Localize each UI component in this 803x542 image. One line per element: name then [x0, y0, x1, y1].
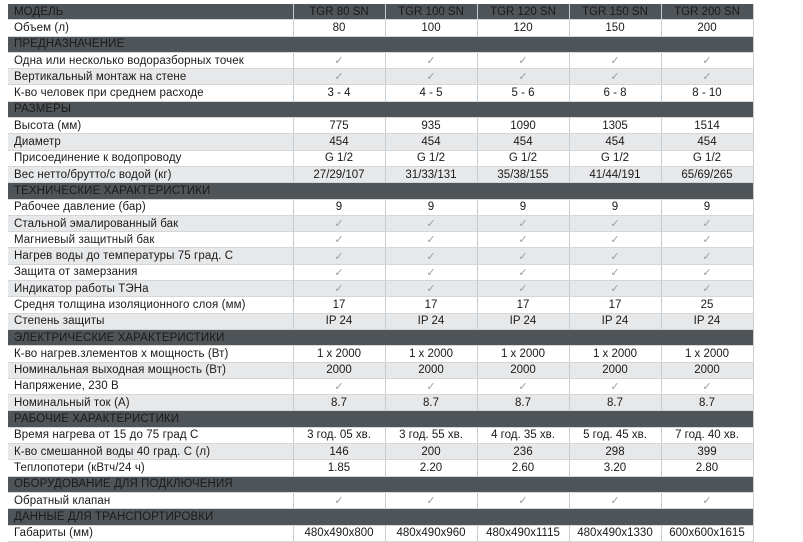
table-cell: 25 — [661, 297, 753, 313]
check-icon: ✓ — [569, 264, 661, 280]
table-cell: 480x490x1115 — [477, 525, 569, 541]
check-icon: ✓ — [385, 232, 477, 248]
table-row — [8, 166, 753, 182]
table-cell: 7 год. 40 хв. — [661, 427, 753, 443]
table-cell: 80 — [293, 20, 385, 36]
table-cell: 35/38/155 — [477, 166, 569, 182]
row-label: К-во нагрев.злементов х мощность (Вт) — [8, 346, 293, 362]
table-cell: 5 год. 45 хв. — [569, 427, 661, 443]
table-cell: 454 — [293, 134, 385, 150]
check-icon: ✓ — [385, 215, 477, 231]
table-cell: 1.85 — [293, 460, 385, 476]
row-label: Высота (мм) — [8, 118, 293, 134]
table-row — [8, 215, 753, 231]
table-row — [8, 427, 753, 443]
section-header — [8, 509, 753, 525]
table-cell: 2000 — [477, 362, 569, 378]
table-cell: 775 — [293, 118, 385, 134]
check-icon: ✓ — [293, 52, 385, 68]
row-label: Индикатор работы ТЭНа — [8, 281, 293, 297]
table-row — [8, 20, 753, 36]
check-icon: ✓ — [569, 378, 661, 394]
table-cell: G 1/2 — [385, 150, 477, 166]
table-cell: 17 — [477, 297, 569, 313]
check-icon: ✓ — [385, 492, 477, 508]
check-icon: ✓ — [569, 69, 661, 85]
table-cell: G 1/2 — [661, 150, 753, 166]
check-icon: ✓ — [293, 69, 385, 85]
table-cell: 146 — [293, 444, 385, 460]
check-icon: ✓ — [569, 215, 661, 231]
table-row — [8, 248, 753, 264]
table-cell: 6 - 8 — [569, 85, 661, 101]
section-header — [8, 36, 753, 52]
check-icon: ✓ — [477, 52, 569, 68]
table-cell: 9 — [569, 199, 661, 215]
table-cell: 1 x 2000 — [661, 346, 753, 362]
table-cell: 2000 — [569, 362, 661, 378]
table-cell: 200 — [661, 20, 753, 36]
check-icon: ✓ — [385, 264, 477, 280]
table-cell: 5 - 6 — [477, 85, 569, 101]
check-icon: ✓ — [293, 232, 385, 248]
section-title: ПРЕДНАЗНАЧЕНИЕ — [8, 36, 753, 52]
table-row — [8, 362, 753, 378]
table-cell: 27/29/107 — [293, 166, 385, 182]
table-row — [8, 69, 753, 85]
table-row — [8, 264, 753, 280]
table-cell: 2000 — [661, 362, 753, 378]
table-cell: 1514 — [661, 118, 753, 134]
table-cell: 2.20 — [385, 460, 477, 476]
check-icon: ✓ — [293, 264, 385, 280]
table-row — [8, 395, 753, 411]
model-name: TGR 150 SN — [569, 4, 661, 20]
check-icon: ✓ — [385, 52, 477, 68]
section-title: ДАННЫЕ ДЛЯ ТРАНСПОРТИРОВКИ — [8, 509, 753, 525]
table-cell: 298 — [569, 444, 661, 460]
section-header — [8, 183, 753, 199]
check-icon: ✓ — [661, 264, 753, 280]
table-cell: 454 — [477, 134, 569, 150]
check-icon: ✓ — [477, 215, 569, 231]
table-row — [8, 199, 753, 215]
table-row — [8, 492, 753, 508]
check-icon: ✓ — [385, 69, 477, 85]
table-cell: 1 x 2000 — [293, 346, 385, 362]
table-row — [8, 460, 753, 476]
table-cell: G 1/2 — [293, 150, 385, 166]
header-label: МОДЕЛЬ — [8, 4, 293, 20]
check-icon: ✓ — [569, 248, 661, 264]
table-cell: 2000 — [385, 362, 477, 378]
table-cell: 200 — [385, 444, 477, 460]
check-icon: ✓ — [661, 215, 753, 231]
check-icon: ✓ — [569, 52, 661, 68]
table-row — [8, 525, 753, 541]
row-label: Напряжение, 230 В — [8, 378, 293, 394]
table-cell: 1 x 2000 — [477, 346, 569, 362]
table-row — [8, 378, 753, 394]
table-row — [8, 444, 753, 460]
table-row — [8, 313, 753, 329]
check-icon: ✓ — [661, 378, 753, 394]
table-row — [8, 281, 753, 297]
header-row — [8, 4, 753, 20]
section-title: ТЕХНИЧЕСКИЕ ХАРАКТЕРИСТИКИ — [8, 183, 753, 199]
check-icon: ✓ — [569, 492, 661, 508]
spec-body — [8, 20, 753, 542]
row-label: Присоединение к водопроводу — [8, 150, 293, 166]
row-label: К-во человек при среднем расходе — [8, 85, 293, 101]
table-cell: 2.80 — [661, 460, 753, 476]
table-cell: 9 — [293, 199, 385, 215]
row-label: Нагрев воды до температуры 75 град. С — [8, 248, 293, 264]
table-cell: 3 - 4 — [293, 85, 385, 101]
section-header — [8, 476, 753, 492]
row-label: Габариты (мм) — [8, 525, 293, 541]
row-label: Вес нетто/брутто/с водой (кг) — [8, 166, 293, 182]
table-cell: 65/69/265 — [661, 166, 753, 182]
table-cell: 8.7 — [661, 395, 753, 411]
check-icon: ✓ — [293, 281, 385, 297]
table-cell: 9 — [385, 199, 477, 215]
table-cell: 3 год. 55 хв. — [385, 427, 477, 443]
row-label: Степень защиты — [8, 313, 293, 329]
table-cell: 1 x 2000 — [569, 346, 661, 362]
table-cell: 4 год. 35 хв. — [477, 427, 569, 443]
check-icon: ✓ — [661, 52, 753, 68]
table-cell: 600x600x1615 — [661, 525, 753, 541]
row-label: Время нагрева от 15 до 75 град С — [8, 427, 293, 443]
table-cell: 120 — [477, 20, 569, 36]
table-row — [8, 232, 753, 248]
check-icon: ✓ — [293, 492, 385, 508]
check-icon: ✓ — [293, 378, 385, 394]
check-icon: ✓ — [385, 248, 477, 264]
table-cell: 31/33/131 — [385, 166, 477, 182]
check-icon: ✓ — [293, 215, 385, 231]
row-label: Защита от замерзания — [8, 264, 293, 280]
model-name: TGR 80 SN — [293, 4, 385, 20]
check-icon: ✓ — [661, 281, 753, 297]
row-label: Диаметр — [8, 134, 293, 150]
check-icon: ✓ — [385, 281, 477, 297]
section-header — [8, 329, 753, 345]
row-label: Средня толщина изоляционного слоя (мм) — [8, 297, 293, 313]
row-label: Стальной эмалированный бак — [8, 215, 293, 231]
row-label: Номинальная выходная мощность (Вт) — [8, 362, 293, 378]
section-header — [8, 411, 753, 427]
table-cell: 480x490x960 — [385, 525, 477, 541]
table-cell: 8 - 10 — [661, 85, 753, 101]
section-title: ЭЛЕКТРИЧЕСКИЕ ХАРАКТЕРИСТИКИ — [8, 329, 753, 345]
check-icon: ✓ — [661, 69, 753, 85]
model-name: TGR 100 SN — [385, 4, 477, 20]
check-icon: ✓ — [477, 232, 569, 248]
table-cell: 454 — [661, 134, 753, 150]
table-cell: 150 — [569, 20, 661, 36]
check-icon: ✓ — [477, 264, 569, 280]
check-icon: ✓ — [477, 69, 569, 85]
check-icon: ✓ — [477, 248, 569, 264]
table-cell: 1 x 2000 — [385, 346, 477, 362]
table-cell: IP 24 — [477, 313, 569, 329]
check-icon: ✓ — [661, 492, 753, 508]
table-row — [8, 118, 753, 134]
table-cell: 236 — [477, 444, 569, 460]
table-cell: IP 24 — [661, 313, 753, 329]
table-cell: 2000 — [293, 362, 385, 378]
section-header — [8, 101, 753, 117]
table-cell: 41/44/191 — [569, 166, 661, 182]
table-cell: 17 — [569, 297, 661, 313]
table-cell: 935 — [385, 118, 477, 134]
table-cell: 8.7 — [293, 395, 385, 411]
table-cell: 1305 — [569, 118, 661, 134]
table-cell: 9 — [661, 199, 753, 215]
table-cell: 4 - 5 — [385, 85, 477, 101]
model-name: TGR 120 SN — [477, 4, 569, 20]
check-icon: ✓ — [293, 248, 385, 264]
spec-table — [8, 4, 754, 542]
check-icon: ✓ — [661, 232, 753, 248]
row-label: Одна или несколько водоразборных точек — [8, 52, 293, 68]
table-cell: IP 24 — [293, 313, 385, 329]
row-label: Обратный клапан — [8, 492, 293, 508]
table-cell: 9 — [477, 199, 569, 215]
table-cell: 3 год. 05 хв. — [293, 427, 385, 443]
table-cell: 17 — [385, 297, 477, 313]
check-icon: ✓ — [385, 378, 477, 394]
row-label: Объем (л) — [8, 20, 293, 36]
check-icon: ✓ — [569, 281, 661, 297]
table-cell: 480x490x1330 — [569, 525, 661, 541]
table-cell: G 1/2 — [569, 150, 661, 166]
section-title: ОБОРУДОВАНИЕ ДЛЯ ПОДКЛЮЧЕНИЯ — [8, 476, 753, 492]
check-icon: ✓ — [477, 281, 569, 297]
row-label: Рабочее давление (бар) — [8, 199, 293, 215]
check-icon: ✓ — [569, 232, 661, 248]
table-cell: 480x490x800 — [293, 525, 385, 541]
section-title: РАБОЧИЕ ХАРАКТЕРИСТИКИ — [8, 411, 753, 427]
row-label: Вертикальный монтаж на стене — [8, 69, 293, 85]
row-label: Магниевый защитный бак — [8, 232, 293, 248]
table-cell: 2.60 — [477, 460, 569, 476]
table-cell: G 1/2 — [477, 150, 569, 166]
section-title: РАЗМЕРЫ — [8, 101, 753, 117]
table-row — [8, 85, 753, 101]
table-cell: IP 24 — [385, 313, 477, 329]
row-label: Номинальный ток (А) — [8, 395, 293, 411]
table-row — [8, 346, 753, 362]
table-cell: 1090 — [477, 118, 569, 134]
check-icon: ✓ — [661, 248, 753, 264]
table-cell: 399 — [661, 444, 753, 460]
table-row — [8, 297, 753, 313]
check-icon: ✓ — [477, 492, 569, 508]
table-cell: 8.7 — [385, 395, 477, 411]
table-cell: 454 — [385, 134, 477, 150]
row-label: Теплопотери (кВтч/24 ч) — [8, 460, 293, 476]
table-cell: IP 24 — [569, 313, 661, 329]
row-label: К-во смешанной воды 40 град. С (л) — [8, 444, 293, 460]
table-row — [8, 52, 753, 68]
table-cell: 8.7 — [569, 395, 661, 411]
table-row — [8, 134, 753, 150]
model-name: TGR 200 SN — [661, 4, 753, 20]
table-cell: 8.7 — [477, 395, 569, 411]
table-cell: 100 — [385, 20, 477, 36]
table-cell: 454 — [569, 134, 661, 150]
table-cell: 3.20 — [569, 460, 661, 476]
table-row — [8, 150, 753, 166]
table-cell: 17 — [293, 297, 385, 313]
check-icon: ✓ — [477, 378, 569, 394]
